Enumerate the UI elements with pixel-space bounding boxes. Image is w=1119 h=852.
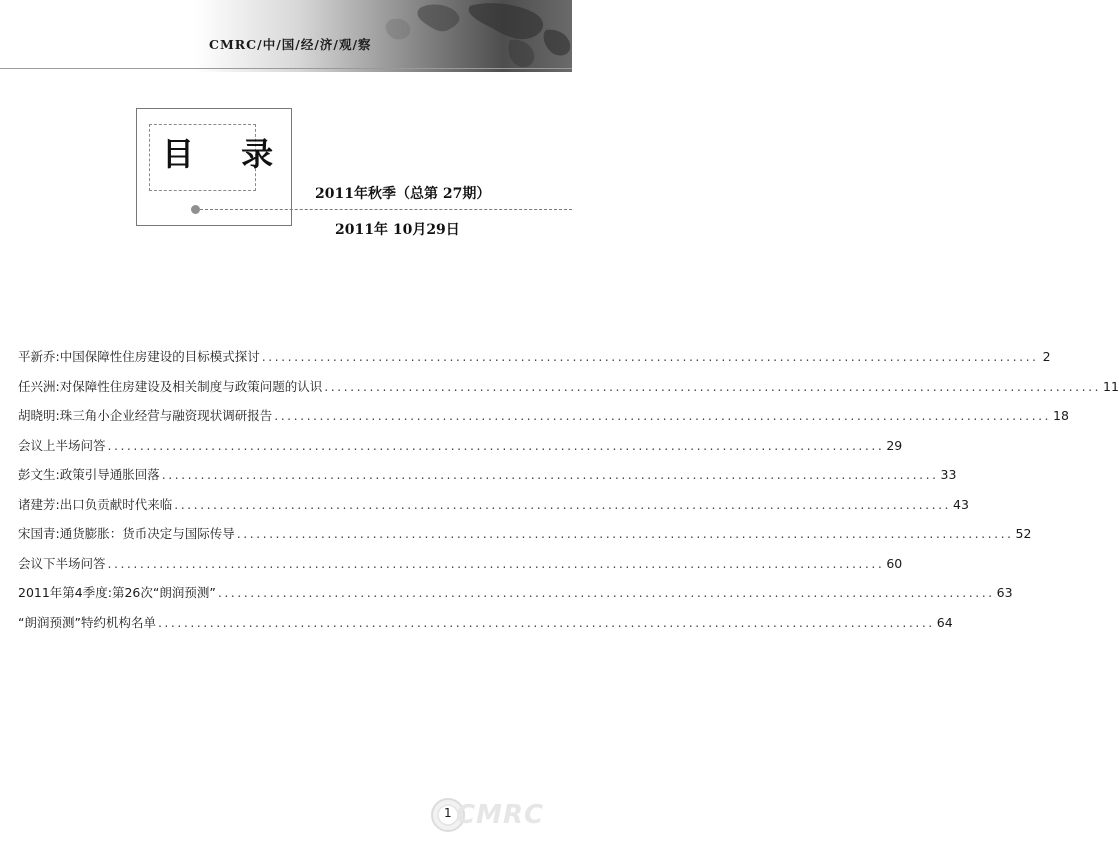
toc-entry[interactable] [18,465,957,495]
toc-entry[interactable] [18,583,1013,613]
toc-entry-title: 平新乔:中国保障性住房建设的目标模式探讨 [18,349,260,364]
toc-entry-page: 60 [886,555,903,571]
toc-entry-page: 63 [996,585,1013,600]
page-number: 1 [444,806,452,820]
toc-entry-title: 胡晓明:珠三角小企业经营与融资现状调研报告 [18,408,273,423]
toc-entry[interactable] [18,495,969,525]
toc-entry-page: 2 [1042,349,1051,364]
toc-entry-page: 29 [886,437,903,453]
toc-entry-page: 43 [953,496,969,512]
logo-wordmark: CMRC [456,800,545,830]
header-banner [0,0,572,72]
toc-leader-dots: ........................................................................................................................ [157,614,935,630]
contents-title: 目 录 [162,135,292,173]
toc-entry[interactable] [18,436,903,466]
toc-entry-page: 33 [940,467,957,482]
table-of-contents [18,347,1119,642]
toc-entry-title: 会议上半场问答 [18,437,106,453]
toc-leader-dots: ........................................................................................................................ [161,467,939,482]
toc-leader-dots: ........................................................................................................................ [107,555,885,571]
toc-entry-page: 11 [1103,378,1119,394]
bullet-dot [191,205,200,214]
toc-entry-title: 任兴洲:对保障性住房建设及相关制度与政策问题的认识 [18,378,323,394]
header-title: CMRC/中/国/经/济/观/察 [209,37,372,52]
dashed-divider [200,209,572,210]
toc-leader-dots: ........................................................................................................................ [274,408,1052,423]
world-map-graphic [360,0,572,72]
toc-entry-title: 宋国青:通货膨胀：货币决定与国际传导 [18,526,235,541]
toc-entry[interactable] [18,377,1119,407]
toc-entry-title: 彭文生:政策引导通胀回落 [18,467,160,482]
toc-entry-page: 64 [936,614,953,630]
header-rule [0,68,572,69]
toc-entry-page: 52 [1015,526,1032,541]
toc-entry-title: “朗润预测”特约机构名单 [18,614,156,630]
toc-entry-page: 18 [1053,408,1069,423]
toc-entry[interactable] [18,613,953,643]
toc-entry-title: 诸建芳:出口负贡献时代来临 [18,496,173,512]
toc-leader-dots: ........................................................................................................................ [217,585,995,600]
toc-entry[interactable] [18,347,1051,377]
toc-leader-dots: ........................................................................................................................ [174,496,952,512]
toc-entry-title: 会议下半场问答 [18,555,106,571]
toc-leader-dots: ........................................................................................................................ [324,378,1102,394]
toc-leader-dots: ........................................................................................................................ [261,349,1039,364]
toc-entry[interactable] [18,524,1032,554]
issue-label: 2011年秋季（总第 27期） [315,186,491,202]
toc-entry[interactable] [18,554,903,584]
toc-leader-dots: ........................................................................................................................ [107,437,885,453]
toc-entry-title: 2011年第4季度:第26次“朗润预测” [18,585,216,600]
toc-leader-dots: ........................................................................................................................ [236,526,1014,541]
toc-entry[interactable] [18,406,1069,436]
issue-date: 2011年 10月29日 [335,222,460,238]
